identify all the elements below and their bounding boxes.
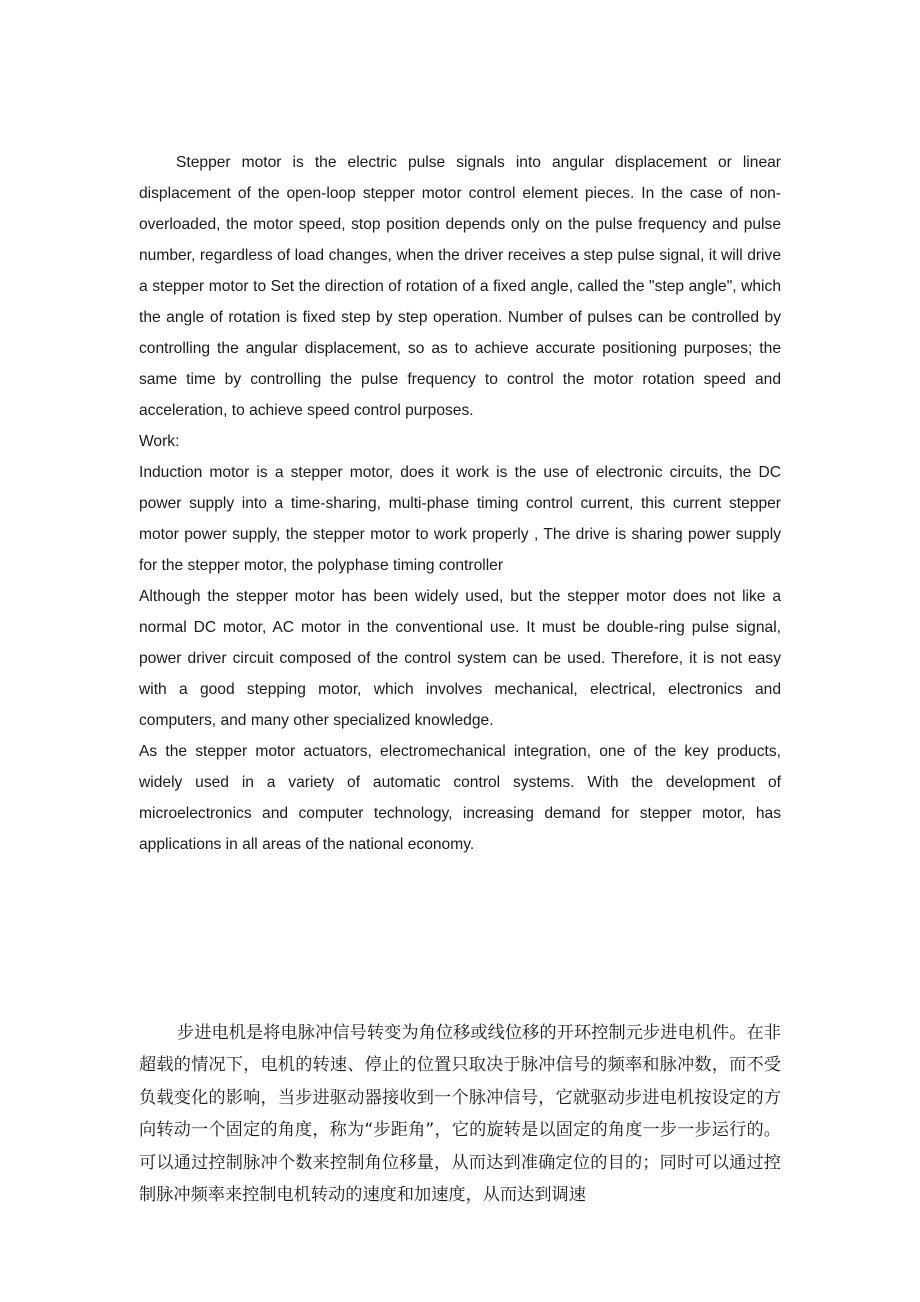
chinese-section [139, 1017, 781, 1211]
intro-paragraph: Stepper motor is the electric pulse signals into angular displacement or linear displacement of the open-loop stepper motor control element pieces. In the case of non-overloaded, the motor speed, stop position depends only on the pulse frequency and pulse number, regardless of load changes, when the driver receives a step pulse signal, it will drive a stepper motor to Set the direction of rotation of a fixed angle, called the "step angle", which the angle of rotation is fixed step by step operation. Number of pulses can be controlled by controlling the angular displacement, so as to achieve accurate positioning purposes; the same time by controlling the pulse frequency to control the motor rotation speed and acceleration, to achieve speed control purposes. [139, 154, 781, 419]
usage-paragraph: Although the stepper motor has been widely used, but the stepper motor does not like a normal DC motor, AC motor in the conventional use. It must be double-ring pulse signal, power driver circuit composed of the control system can be used. Therefore, it is not easy with a good stepping motor, which involves mechanical, electrical, electronics and computers, and many other specialized knowledge. [139, 588, 781, 729]
work-heading: Work: [139, 433, 180, 450]
chinese-paragraph: 步进电机是将电脉冲信号转变为角位移或线位移的开环控制元步进电机件。在非超载的情况下，电机的转速、停止的位置只取决于脉冲信号的频率和脉冲数，而不受负载变化的影响，当步进驱动器接收到一个脉冲信号，它就驱动步进电机按设定的方向转动一个固定的角度，称为“步距角”，它的旋转是以固定的角度一步一步运行的。可以通过控制脉冲个数来控制角位移量，从而达到准确定位的目的；同时可以通过控制脉冲频率来控制电机转动的速度和加速度，从而达到调速 [139, 1023, 781, 1206]
applications-paragraph: As the stepper motor actuators, electromechanical integration, one of the key products, widely used in a variety of automatic control systems. With the development of microelectronics and computer technology, increasing demand for stepper motor, has applications in all areas of the national economy. [139, 743, 781, 853]
work-paragraph: Induction motor is a stepper motor, does it work is the use of electronic circuits, the DC power supply into a time-sharing, multi-phase timing control current, this current stepper motor power supply, the stepper motor to work properly , The drive is sharing power supply for the stepper motor, the polyphase timing controller [139, 464, 781, 574]
english-section [139, 147, 781, 860]
